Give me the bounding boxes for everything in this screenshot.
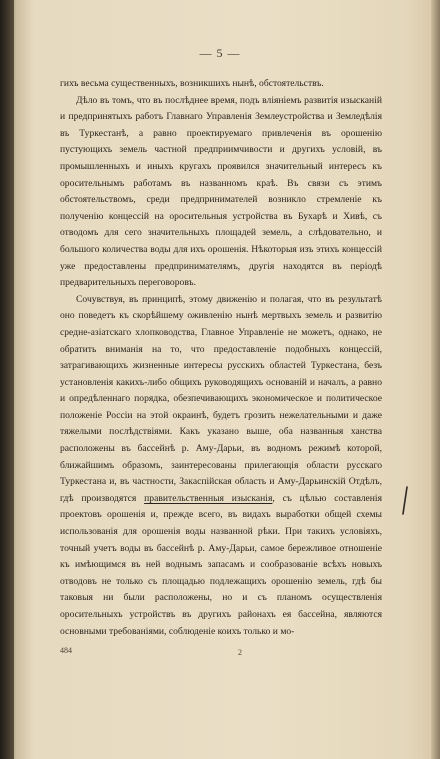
paragraph-2: Дѣло въ томъ, что въ послѣднее время, подъ вліяніемъ развитія изысканій и предпринятыхъ работъ Главнаго Управленія Землеустройства и Земледѣлія въ Туркестанѣ, а равно проектируемаго привлеченія въ орошенію пустующихъ земель частной предприимчивости и другихъ условій, въ промышленныхъ и иныхъ кругахъ проявился значительный интересъ къ оросительнымъ работамъ въ названномъ краѣ. Въ связи съ этимъ обстоятельствомъ, среди предпринимателей возникло стремленіе къ полученію концессій на оросительныя устройства въ Бухарѣ и Хивѣ, съ отводомъ для сего значительныхъ площадей земель, а слѣдовательно, и большого количества воды для ихъ орошенія. Нѣкоторыя изъ этихъ концессій уже предоставлены предпринимателямъ, другія находятся въ періодѣ предварительныхъ переговоровъ.	[60, 94, 382, 289]
pencil-margin-mark	[399, 486, 411, 516]
paragraph-3	[60, 292, 382, 640]
page-edge	[431, 0, 440, 759]
paragraph-continuation: гихъ весьма существенныхъ, возникшихъ нынѣ, обстоятельствъ.	[60, 78, 324, 89]
signature-mark: 484	[60, 646, 72, 655]
body-text	[60, 76, 382, 640]
underlined-phrase: правительственныя изысканія	[144, 492, 273, 504]
paragraph-3-rest: , съ цѣлью составленія проектовъ орошенія и, прежде всего, въ видахъ выработки общей схемы использованія для орошенія воды названной рѣки. При такихъ условіяхъ, точный учетъ воды въ бассейнѣ р. Аму-Дарьи, самое бережливое отношеніе къ имѣющимся въ ней воднымъ запасамъ и сообразованіе всѣхъ новыхъ отводовъ не только съ площадью подлежащихъ орошенію земель, гдѣ бы таковыя ни были расположены, но и съ планомъ осуществленія оросительныхъ устройствъ въ другихъ районахъ ея бассейна, являются основными требованіями, соблюденіе коихъ только и мо-	[60, 492, 382, 637]
book-spine-shadow	[0, 0, 14, 759]
paragraph-3-text: Сочувствуя, въ принципѣ, этому движенію и полагая, что въ результатѣ оно поведетъ къ скорѣйшему оживленію нынѣ мертвыхъ земель и развитію средне-азіатскаго хлопководства, Главное Управленіе не можетъ, однако, не обратить вниманія на то, что предоставленіе подобныхъ концессій, затрагивающихъ жизненные интересы русскихъ областей Туркестана, безъ установленія какихъ-либо общихъ руководящихъ основаній и началъ, а равно и опредѣленнаго порядка, обезпечивающихъ экономическое и политическое положеніе Россіи на этой окраинѣ, будетъ грозить нежелательными и даже тяжелыми послѣдствіями. Какъ указано выше, оба названныя ханства расположены въ бассейнѣ р. Аму-Дарьи, въ водномъ режимѣ которой, ближайшимъ образомъ, заинтересованы прилегающія области русскаго Туркестана и, въ частности, Закаспійская область и Аму-Дарьинскій Отдѣлъ, гдѣ	[60, 293, 382, 504]
sheet-number: 2	[238, 648, 242, 657]
page-number: — 5 —	[199, 46, 241, 60]
underlined-prefix: производятся	[81, 492, 145, 504]
